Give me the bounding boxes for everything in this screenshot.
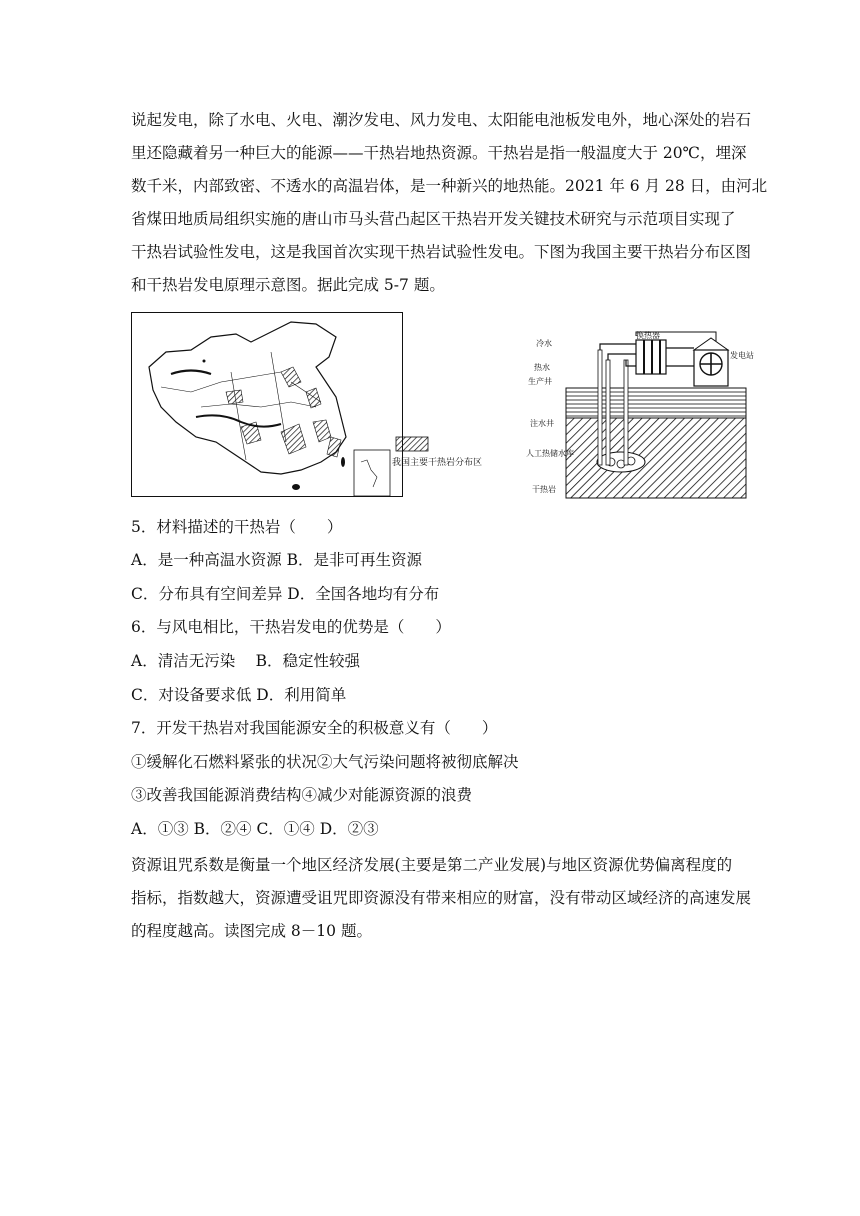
dry-hot-rock-power-diagram (526, 330, 754, 500)
intro2-line-1: 资源诅咒系数是衡量一个地区经济发展(主要是第二产业发展)与地区资源优势偏离程度的 (131, 856, 733, 874)
question-options: A．是一种高温水资源 B．是非可再生资源 (131, 551, 423, 569)
question-stem: 6．与风电相比，干热岩发电的优势是（ ） (131, 618, 451, 636)
map-legend (392, 433, 532, 471)
label-production-well: 生产井 (528, 377, 552, 386)
legend-swatch (396, 437, 428, 451)
label-heat-exchanger: 换热器 (636, 331, 660, 340)
label-power-station: 发电站 (730, 351, 754, 360)
intro1-line-3: 数千米，内部致密、不透水的高温岩体，是一种新兴的地热能。2021 年 6 月 28 日，由河北 (131, 177, 768, 195)
intro2-line-3: 的程度越高。读图完成 8－10 题。 (131, 922, 372, 940)
question-options: C．分布具有空间差异 D．全国各地均有分布 (131, 585, 440, 603)
intro1-line-1: 说起发电，除了水电、火电、潮汐发电、风力发电、太阳能电池板发电外，地心深处的岩石 (131, 111, 752, 129)
question-options: A．清洁无污染 B．稳定性较强 (131, 652, 361, 670)
label-cold-water: 冷水 (536, 339, 552, 348)
intro1-line-5: 干热岩试验性发电，这是我国首次实现干热岩试验性发电。下图为我国主要干热岩分布区图 (131, 243, 752, 261)
legend-label: 我国主要干热岩分布区 (392, 458, 483, 468)
label-hot-water: 热水 (534, 363, 550, 372)
intro1-line-6: 和干热岩发电原理示意图。据此完成 5-7 题。 (131, 276, 445, 294)
intro1-line-2: 里还隐藏着另一种巨大的能源——干热岩地热资源。干热岩是指一般温度大于 20℃，埋深 (131, 144, 747, 162)
intro1-line-4: 省煤田地质局组织实施的唐山市马头营凸起区干热岩开发关键技术研究与示范项目实现了 (131, 210, 736, 228)
china-dry-hot-rock-map (131, 312, 403, 497)
intro2-line-2: 指标，指数越大，资源遭受诅咒即资源没有带来相应的财富，没有带动区域经济的高速发展 (131, 889, 752, 907)
question-options: ③改善我国能源消费结构④减少对能源资源的浪费 (131, 786, 473, 804)
question-options: A．①③ B．②④ C．①④ D．②③ (131, 820, 379, 838)
label-injection-well: 注水井 (530, 419, 554, 428)
question-stem: 5．材料描述的干热岩（ ） (131, 518, 343, 536)
label-reservoir: 人工热储水库 (526, 449, 574, 458)
label-dry-hot-rock: 干热岩 (532, 485, 556, 494)
question-options: ①缓解化石燃料紧张的状况②大气污染问题将被彻底解决 (131, 753, 519, 771)
question-options: C．对设备要求低 D．利用简单 (131, 686, 347, 704)
question-stem: 7．开发干热岩对我国能源安全的积极意义有（ ） (131, 719, 498, 737)
